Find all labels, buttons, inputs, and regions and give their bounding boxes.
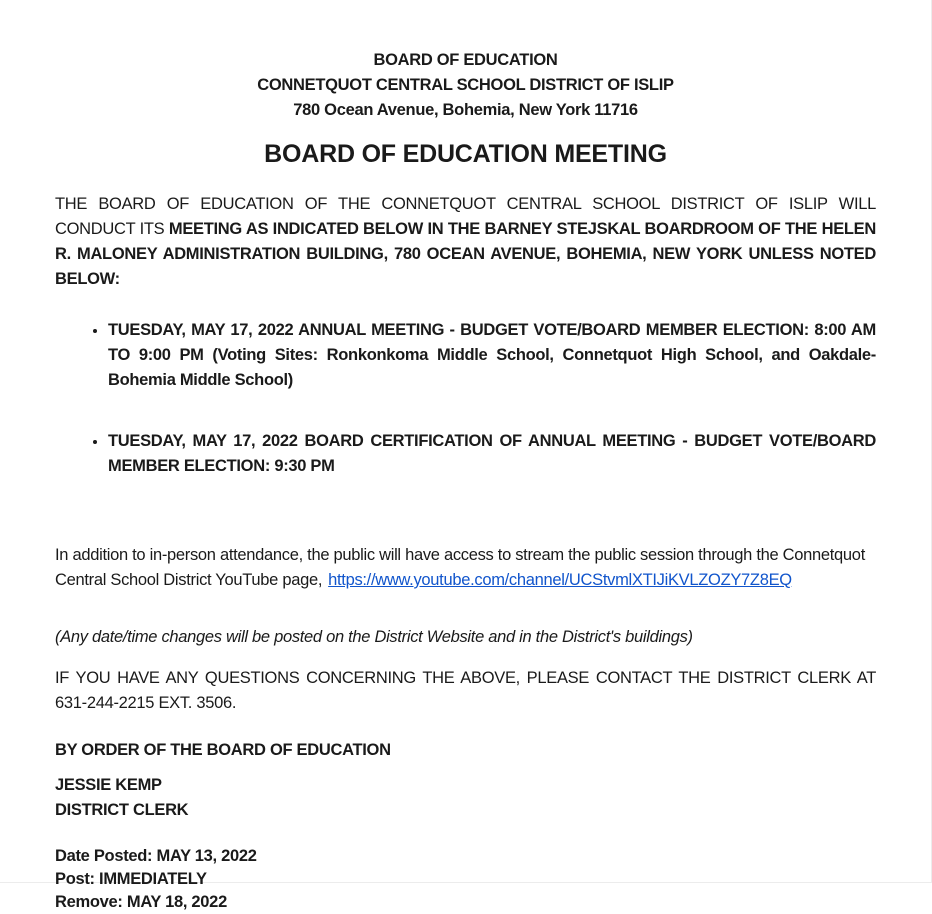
intro-paragraph <box>55 192 876 292</box>
org-name: BOARD OF EDUCATION <box>373 51 558 69</box>
posting-info-block <box>55 845 876 914</box>
remove-line: Remove: MAY 18, 2022 <box>55 893 227 911</box>
stream-paragraph <box>55 543 876 593</box>
by-order-line: BY ORDER OF THE BOARD OF EDUCATION <box>55 741 391 759</box>
district-name: CONNETQUOT CENTRAL SCHOOL DISTRICT OF ISLIP <box>257 76 674 94</box>
intro-regular-text: THE BOARD OF EDUCATION OF THE CONNETQUOT CENTRAL SCHOOL DISTRICT OF ISLIP WILL CONDUCT ITS <box>55 195 876 238</box>
date-change-note: (Any date/time changes will be posted on the District Website and in the District's buildings) <box>55 628 693 646</box>
post-line: Post: IMMEDIATELY <box>55 870 207 888</box>
signature-block <box>55 773 876 823</box>
questions-paragraph: IF YOU HAVE ANY QUESTIONS CONCERNING THE ABOVE, PLEASE CONTACT THE DISTRICT CLERK AT 631-244-2215 EXT. 3506. <box>55 669 876 712</box>
youtube-link[interactable]: https://www.youtube.com/channel/UCStvmlXTIJiKVLZOZY7Z8EQ <box>328 571 792 589</box>
meeting-list <box>55 318 876 479</box>
page-title: BOARD OF EDUCATION MEETING <box>264 140 667 168</box>
list-item-annual-meeting: • TUESDAY, MAY 17, 2022 ANNUAL MEETING - BUDGET VOTE/BOARD MEMBER ELECTION: 8:00 AM TO 9:00 PM (Voting Sites: Ronkonkoma Middle School, Connetquot High School, and Oakdale-Bohemia Middle School) <box>108 318 876 393</box>
clerk-name: JESSIE KEMP <box>55 776 162 794</box>
date-posted-line: Date Posted: MAY 13, 2022 <box>55 847 257 865</box>
clerk-title: DISTRICT CLERK <box>55 801 189 819</box>
document-header <box>55 48 876 123</box>
stream-text: In addition to in-person attendance, the public will have access to stream the public session through the Connetquot Central School District YouTube page, <box>55 546 865 589</box>
intro-bold-text: MEETING AS INDICATED BELOW IN THE BARNEY STEJSKAL BOARDROOM OF THE HELEN R. MALONEY ADMINISTRATION BUILDING, 780 OCEAN AVENUE, BOHEMIA, NEW YORK UNLESS NOTED BELOW: <box>55 220 876 288</box>
district-address: 780 Ocean Avenue, Bohemia, New York 11716 <box>293 101 638 119</box>
list-item-board-certification: • TUESDAY, MAY 17, 2022 BOARD CERTIFICATION OF ANNUAL MEETING - BUDGET VOTE/BOARD MEMBER ELECTION: 9:30 PM <box>108 429 876 479</box>
